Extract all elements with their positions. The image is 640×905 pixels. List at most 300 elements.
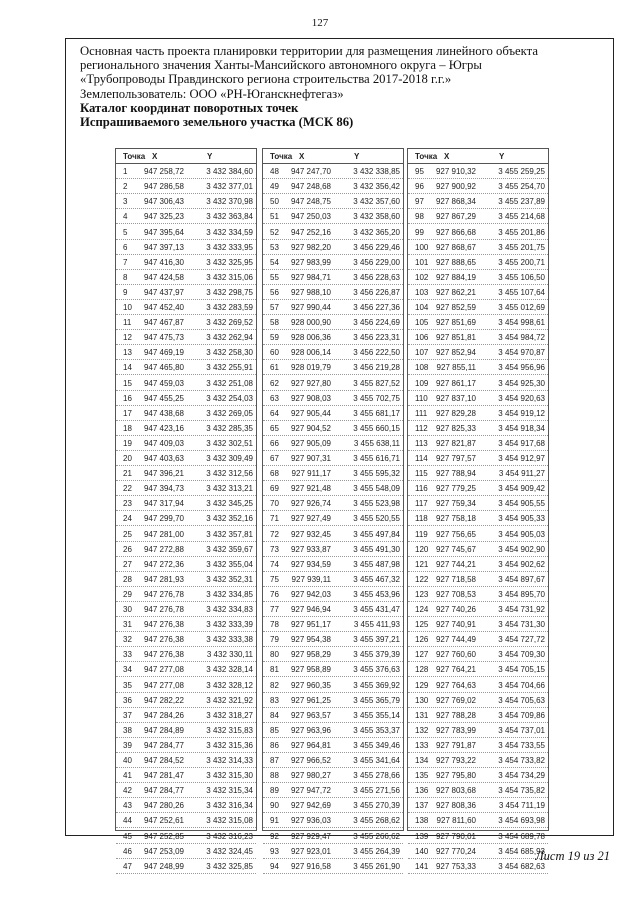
point-number: 50 xyxy=(270,197,279,207)
x-coordinate: 927 851,81 xyxy=(435,333,476,343)
x-coordinate: 928 019,79 xyxy=(290,363,331,373)
table-row xyxy=(116,723,256,738)
y-coordinate: 3 455 201,86 xyxy=(498,227,545,237)
point-number: 71 xyxy=(270,514,279,524)
y-coordinate: 3 455 264,39 xyxy=(353,846,400,856)
y-coordinate: 3 432 315,30 xyxy=(206,771,253,781)
x-coordinate: 927 788,94 xyxy=(435,469,476,479)
table-row xyxy=(116,225,256,240)
coordinate-table-1 xyxy=(115,148,257,871)
point-number: 24 xyxy=(123,514,132,524)
point-number: 90 xyxy=(270,801,279,811)
x-coordinate: 927 753,33 xyxy=(435,861,476,871)
x-coordinate: 947 272,36 xyxy=(143,559,184,569)
y-coordinate: 3 456 228,63 xyxy=(353,272,400,282)
point-number: 2 xyxy=(123,182,128,192)
point-number: 9 xyxy=(123,287,128,297)
table-row xyxy=(408,436,548,451)
point-number: 117 xyxy=(415,499,428,509)
y-coordinate: 3 432 333,38 xyxy=(206,635,253,645)
x-coordinate: 927 708,53 xyxy=(435,589,476,599)
y-coordinate: 3 454 734,29 xyxy=(498,771,545,781)
table-row xyxy=(408,527,548,542)
table-row xyxy=(263,723,403,738)
table-row xyxy=(263,360,403,375)
y-coordinate: 3 455 266,62 xyxy=(353,831,400,841)
table-row xyxy=(116,315,256,330)
x-coordinate: 927 960,35 xyxy=(290,680,331,690)
point-number: 139 xyxy=(415,831,429,841)
point-number: 123 xyxy=(415,589,429,599)
x-coordinate: 947 247,70 xyxy=(290,167,331,177)
x-coordinate: 927 829,28 xyxy=(435,408,476,418)
y-coordinate: 3 454 895,70 xyxy=(498,589,545,599)
y-coordinate: 3 455 365,79 xyxy=(353,695,400,705)
y-coordinate: 3 432 318,27 xyxy=(206,710,253,720)
table-row xyxy=(408,300,548,315)
point-number: 132 xyxy=(415,725,429,735)
y-coordinate: 3 454 731,92 xyxy=(498,605,545,614)
table-row xyxy=(116,557,256,572)
point-number: 103 xyxy=(415,287,429,297)
catalog-subtitle: Испрашиваемого земельного участка (МСК 86) xyxy=(80,115,354,130)
point-number: 37 xyxy=(123,710,132,720)
x-coordinate: 927 900,92 xyxy=(435,182,476,192)
point-number: 78 xyxy=(270,620,279,630)
table-row xyxy=(263,179,403,194)
x-coordinate: 927 926,74 xyxy=(290,499,331,509)
x-coordinate: 927 852,94 xyxy=(435,348,476,358)
point-number: 61 xyxy=(270,363,279,373)
x-coordinate: 927 947,72 xyxy=(290,786,331,796)
y-coordinate: 3 432 316,23 xyxy=(206,831,253,841)
table-row xyxy=(408,391,548,406)
point-number: 56 xyxy=(270,287,279,297)
y-coordinate: 3 454 704,66 xyxy=(498,680,545,690)
y-coordinate: 3 432 315,08 xyxy=(206,816,253,826)
x-coordinate: 927 868,67 xyxy=(435,242,476,252)
point-number: 40 xyxy=(123,756,132,765)
x-coordinate: 927 791,87 xyxy=(435,740,476,750)
point-number: 98 xyxy=(415,212,424,222)
table-row xyxy=(263,572,403,587)
point-number: 33 xyxy=(123,650,132,660)
x-coordinate: 927 933,87 xyxy=(290,544,331,554)
table-row xyxy=(116,330,256,345)
x-coordinate: 927 745,67 xyxy=(435,544,476,554)
y-coordinate: 3 432 325,95 xyxy=(206,257,253,267)
y-coordinate: 3 456 224,69 xyxy=(353,318,400,328)
point-number: 110 xyxy=(415,393,428,403)
point-number: 66 xyxy=(270,438,279,448)
point-number: 32 xyxy=(123,635,132,645)
x-coordinate: 927 837,10 xyxy=(435,393,476,403)
x-coordinate: 927 990,44 xyxy=(290,303,331,312)
x-coordinate: 947 469,19 xyxy=(143,348,184,358)
point-number: 60 xyxy=(270,348,279,358)
table-row xyxy=(408,813,548,828)
y-coordinate: 3 454 902,90 xyxy=(498,544,545,554)
table-row xyxy=(408,647,548,662)
point-number: 15 xyxy=(123,378,132,388)
table-row xyxy=(408,225,548,240)
x-coordinate: 927 779,25 xyxy=(435,484,476,494)
point-number: 92 xyxy=(270,831,279,841)
y-coordinate: 3 454 711,19 xyxy=(498,801,545,811)
table-row xyxy=(263,225,403,240)
point-number: 29 xyxy=(123,589,132,599)
table-header-row xyxy=(408,149,548,164)
y-coordinate: 3 432 285,35 xyxy=(206,423,253,433)
y-coordinate: 3 432 334,85 xyxy=(206,589,253,599)
x-coordinate: 928 006,14 xyxy=(290,348,331,358)
table-row xyxy=(263,330,403,345)
table-row xyxy=(408,360,548,375)
table-row xyxy=(116,466,256,481)
y-coordinate: 3 454 917,68 xyxy=(498,438,545,448)
y-coordinate: 3 455 397,21 xyxy=(353,635,400,645)
point-number: 138 xyxy=(415,816,429,826)
header-line: «Трубопроводы Правдинского региона строительства 2017-2018 г.г.» xyxy=(80,72,452,87)
point-number: 18 xyxy=(123,423,132,433)
x-coordinate: 947 280,26 xyxy=(143,801,184,811)
table-row xyxy=(116,542,256,557)
point-number: 84 xyxy=(270,710,279,720)
table-row xyxy=(263,436,403,451)
table-row xyxy=(408,542,548,557)
y-coordinate: 3 455 376,63 xyxy=(353,665,400,675)
y-coordinate: 3 456 223,31 xyxy=(353,333,400,343)
point-number: 4 xyxy=(123,212,128,222)
y-coordinate: 3 455 268,62 xyxy=(353,816,400,826)
point-number: 12 xyxy=(123,333,132,343)
point-number: 23 xyxy=(123,499,132,509)
header-line: регионального значения Ханты-Мансийского автономного округа – Югры xyxy=(80,58,482,73)
x-coordinate: 947 424,58 xyxy=(143,272,184,282)
x-coordinate: 927 811,60 xyxy=(436,816,476,826)
point-number: 124 xyxy=(415,605,429,614)
point-number: 94 xyxy=(270,861,279,871)
x-coordinate: 927 868,34 xyxy=(435,197,476,207)
y-coordinate: 3 454 905,55 xyxy=(498,499,545,509)
table-row xyxy=(263,315,403,330)
table-row xyxy=(408,738,548,753)
page-number: 127 xyxy=(311,17,329,29)
point-number: 49 xyxy=(270,182,279,192)
table-row xyxy=(263,647,403,662)
point-number: 83 xyxy=(270,695,279,705)
point-number: 52 xyxy=(270,227,279,237)
x-coordinate: 927 905,09 xyxy=(290,438,331,448)
table-row xyxy=(263,587,403,602)
table-row xyxy=(263,798,403,813)
table-row xyxy=(263,617,403,632)
x-coordinate: 947 325,23 xyxy=(143,212,184,222)
table-row xyxy=(116,421,256,436)
y-coordinate: 3 454 909,42 xyxy=(498,484,545,494)
y-coordinate: 3 454 689,78 xyxy=(498,831,545,841)
x-coordinate: 927 797,57 xyxy=(435,454,476,463)
point-number: 35 xyxy=(123,680,132,690)
table-row xyxy=(263,451,403,466)
table-row xyxy=(408,345,548,360)
x-coordinate: 947 258,72 xyxy=(143,167,184,177)
x-coordinate: 927 984,71 xyxy=(290,272,331,282)
table-row xyxy=(408,859,548,874)
point-number: 105 xyxy=(415,318,429,328)
table-row xyxy=(263,542,403,557)
x-coordinate: 927 904,52 xyxy=(290,423,331,433)
y-coordinate: 3 455 107,64 xyxy=(498,287,545,297)
x-coordinate: 947 286,58 xyxy=(143,182,184,192)
table-row xyxy=(116,300,256,315)
y-coordinate: 3 432 262,94 xyxy=(206,333,253,343)
table-row xyxy=(263,496,403,511)
x-coordinate: 927 942,69 xyxy=(290,801,331,811)
table-row xyxy=(263,466,403,481)
y-coordinate: 3 432 358,60 xyxy=(353,212,400,222)
y-coordinate: 3 455 523,98 xyxy=(353,499,400,509)
y-coordinate: 3 454 733,55 xyxy=(498,740,545,750)
x-coordinate: 947 465,80 xyxy=(143,363,184,373)
y-coordinate: 3 454 984,72 xyxy=(498,333,545,343)
x-coordinate: 927 764,63 xyxy=(435,680,476,690)
x-coordinate: 947 253,09 xyxy=(143,846,184,856)
point-number: 100 xyxy=(415,242,429,252)
point-number: 128 xyxy=(415,665,429,675)
y-coordinate: 3 455 681,17 xyxy=(353,408,400,418)
column-header-y: Y xyxy=(499,152,505,161)
x-coordinate: 947 250,03 xyxy=(290,212,331,222)
point-number: 51 xyxy=(270,212,279,222)
table-row xyxy=(116,345,256,360)
table-row xyxy=(116,209,256,224)
table-row xyxy=(408,421,548,436)
x-coordinate: 947 299,70 xyxy=(143,514,184,524)
point-number: 67 xyxy=(270,454,279,463)
x-coordinate: 927 916,58 xyxy=(290,861,331,871)
y-coordinate: 3 432 330,11 xyxy=(206,650,253,660)
x-coordinate: 927 911,17 xyxy=(291,469,331,479)
point-number: 104 xyxy=(415,303,429,312)
x-coordinate: 928 000,90 xyxy=(290,318,331,328)
table-row xyxy=(408,708,548,723)
table-row xyxy=(263,829,403,844)
point-number: 69 xyxy=(270,484,279,494)
y-coordinate: 3 432 313,21 xyxy=(206,484,253,494)
table-row xyxy=(263,209,403,224)
x-coordinate: 927 963,57 xyxy=(290,710,331,720)
table-row xyxy=(263,602,403,617)
table-row xyxy=(116,662,256,677)
y-coordinate: 3 432 328,14 xyxy=(206,665,253,675)
table-row xyxy=(116,798,256,813)
y-coordinate: 3 432 365,20 xyxy=(353,227,400,237)
point-number: 7 xyxy=(123,257,128,267)
x-coordinate: 947 438,68 xyxy=(143,408,184,418)
y-coordinate: 3 455 497,84 xyxy=(353,529,400,539)
point-number: 54 xyxy=(270,257,279,267)
y-coordinate: 3 432 316,34 xyxy=(206,801,253,811)
y-coordinate: 3 454 705,15 xyxy=(498,665,545,675)
point-number: 34 xyxy=(123,665,132,675)
x-coordinate: 927 958,29 xyxy=(290,650,331,660)
table-row xyxy=(408,240,548,255)
x-coordinate: 927 808,36 xyxy=(435,801,476,811)
table-row xyxy=(116,511,256,526)
y-coordinate: 3 455 520,55 xyxy=(353,514,400,524)
x-coordinate: 927 983,99 xyxy=(290,257,331,267)
table-row xyxy=(408,496,548,511)
table-row xyxy=(263,240,403,255)
table-row xyxy=(263,783,403,798)
table-row xyxy=(408,844,548,859)
table-row xyxy=(408,632,548,647)
table-header-row xyxy=(263,149,403,164)
point-number: 26 xyxy=(123,544,132,554)
point-number: 3 xyxy=(123,197,128,207)
point-number: 14 xyxy=(123,363,132,373)
catalog-title: Каталог координат поворотных точек xyxy=(80,100,299,115)
table-row xyxy=(408,602,548,617)
y-coordinate: 3 432 254,03 xyxy=(206,393,253,403)
y-coordinate: 3 454 685,93 xyxy=(498,846,545,856)
point-number: 36 xyxy=(123,695,132,705)
y-coordinate: 3 455 259,25 xyxy=(498,167,545,177)
point-number: 8 xyxy=(123,272,128,282)
point-number: 113 xyxy=(415,438,428,448)
y-coordinate: 3 454 902,62 xyxy=(498,559,545,569)
table-row xyxy=(116,813,256,828)
x-coordinate: 947 395,64 xyxy=(143,227,184,237)
x-coordinate: 927 803,68 xyxy=(435,786,476,796)
x-coordinate: 947 306,43 xyxy=(143,197,184,207)
x-coordinate: 947 248,99 xyxy=(143,861,184,871)
table-row xyxy=(408,285,548,300)
point-number: 38 xyxy=(123,725,132,735)
x-coordinate: 947 423,16 xyxy=(143,423,184,433)
point-number: 47 xyxy=(123,861,132,871)
x-coordinate: 927 790,01 xyxy=(435,831,476,841)
point-number: 53 xyxy=(270,242,279,252)
table-row xyxy=(408,617,548,632)
point-number: 10 xyxy=(123,303,132,312)
y-coordinate: 3 454 911,27 xyxy=(498,469,545,479)
y-coordinate: 3 455 491,30 xyxy=(353,544,400,554)
point-number: 11 xyxy=(123,318,132,328)
point-number: 74 xyxy=(270,559,279,569)
y-coordinate: 3 454 920,63 xyxy=(498,393,545,403)
y-coordinate: 3 454 970,87 xyxy=(498,348,545,358)
point-number: 120 xyxy=(415,544,429,554)
x-coordinate: 947 403,63 xyxy=(143,454,184,463)
coordinate-table-2 xyxy=(262,148,404,871)
table-row xyxy=(116,587,256,602)
y-coordinate: 3 432 325,85 xyxy=(206,861,253,871)
table-row xyxy=(263,693,403,708)
point-number: 89 xyxy=(270,786,279,796)
y-coordinate: 3 432 328,12 xyxy=(206,680,253,690)
column-header-point: Точка xyxy=(415,152,438,161)
y-coordinate: 3 454 733,82 xyxy=(498,756,545,765)
y-coordinate: 3 455 254,70 xyxy=(498,182,545,192)
table-row xyxy=(116,753,256,768)
point-number: 97 xyxy=(415,197,424,207)
y-coordinate: 3 432 363,84 xyxy=(206,212,253,222)
y-coordinate: 3 456 229,00 xyxy=(353,257,400,267)
y-coordinate: 3 432 258,30 xyxy=(206,348,253,358)
table-row xyxy=(116,360,256,375)
y-coordinate: 3 454 737,01 xyxy=(498,725,545,735)
x-coordinate: 927 867,29 xyxy=(435,212,476,222)
point-number: 112 xyxy=(415,423,428,433)
y-coordinate: 3 455 271,56 xyxy=(353,786,400,796)
point-number: 115 xyxy=(415,469,428,479)
y-coordinate: 3 432 345,25 xyxy=(206,499,253,509)
point-number: 76 xyxy=(270,589,279,599)
y-coordinate: 3 455 201,75 xyxy=(498,242,545,252)
table-row xyxy=(116,738,256,753)
table-row xyxy=(263,421,403,436)
point-number: 135 xyxy=(415,771,429,781)
point-number: 25 xyxy=(123,529,132,539)
table-row xyxy=(116,285,256,300)
header-line: Землепользователь: ООО «РН-Юганскнефтегаз» xyxy=(80,86,344,101)
y-coordinate: 3 455 341,64 xyxy=(353,756,400,765)
table-row xyxy=(263,376,403,391)
x-coordinate: 927 795,80 xyxy=(435,771,476,781)
y-coordinate: 3 455 270,39 xyxy=(353,801,400,811)
table-row xyxy=(116,617,256,632)
point-number: 20 xyxy=(123,454,132,463)
y-coordinate: 3 456 226,87 xyxy=(353,287,400,297)
point-number: 46 xyxy=(123,846,132,856)
table-row xyxy=(408,164,548,179)
x-coordinate: 927 964,81 xyxy=(290,740,331,750)
x-coordinate: 947 284,77 xyxy=(143,740,184,750)
table-row xyxy=(116,406,256,421)
table-row xyxy=(263,813,403,828)
y-coordinate: 3 432 333,39 xyxy=(206,620,253,630)
point-number: 43 xyxy=(123,801,132,811)
point-number: 134 xyxy=(415,756,429,765)
y-coordinate: 3 455 353,37 xyxy=(353,725,400,735)
table-row xyxy=(408,829,548,844)
y-coordinate: 3 455 411,93 xyxy=(353,620,400,630)
x-coordinate: 927 929,47 xyxy=(290,831,331,841)
table-row xyxy=(116,632,256,647)
y-coordinate: 3 455 660,15 xyxy=(353,423,400,433)
x-coordinate: 947 284,26 xyxy=(143,710,184,720)
x-coordinate: 927 951,17 xyxy=(290,620,331,630)
table-row xyxy=(408,557,548,572)
x-coordinate: 927 927,49 xyxy=(290,514,331,524)
point-number: 65 xyxy=(270,423,279,433)
y-coordinate: 3 455 237,89 xyxy=(498,197,545,207)
x-coordinate: 927 793,22 xyxy=(435,756,476,765)
y-coordinate: 3 456 222,50 xyxy=(353,348,400,358)
x-coordinate: 927 905,44 xyxy=(290,408,331,418)
x-coordinate: 947 394,73 xyxy=(143,484,184,494)
y-coordinate: 3 455 595,32 xyxy=(353,469,400,479)
point-number: 96 xyxy=(415,182,424,192)
point-number: 82 xyxy=(270,680,279,690)
x-coordinate: 947 397,13 xyxy=(143,242,184,252)
point-number: 68 xyxy=(270,469,279,479)
document-header xyxy=(80,44,608,129)
x-coordinate: 947 276,38 xyxy=(143,620,184,630)
table-row xyxy=(116,602,256,617)
